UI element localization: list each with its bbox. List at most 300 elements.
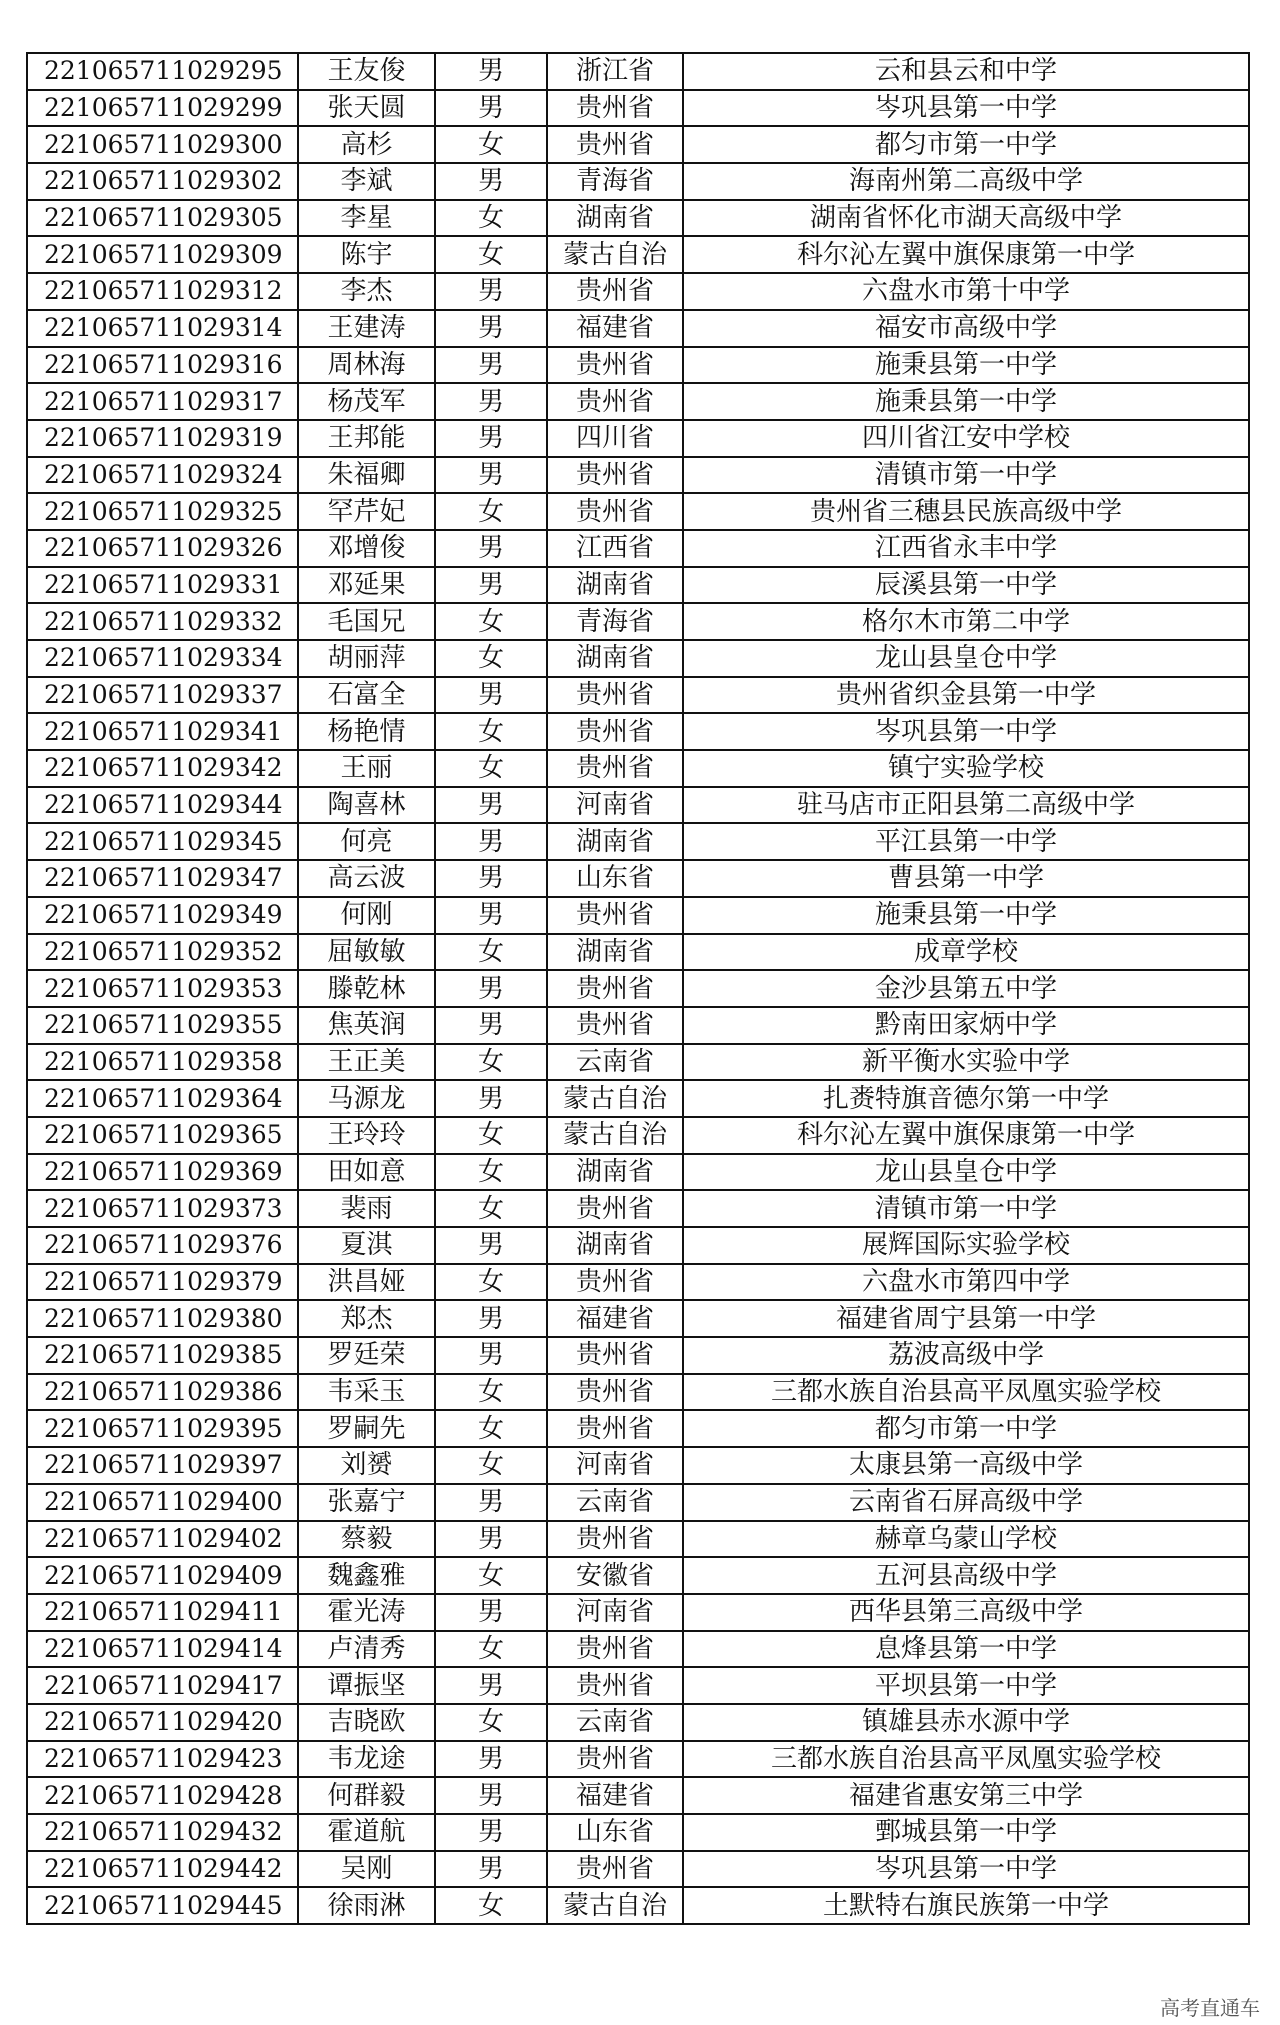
cell-school: 西华县第三高级中学 xyxy=(683,1594,1249,1631)
table-row xyxy=(27,567,1249,604)
cell-gender: 女 xyxy=(435,1557,547,1594)
cell-name: 李斌 xyxy=(298,163,435,200)
cell-exam-id: 221065711029432 xyxy=(27,1814,298,1851)
cell-exam-id: 221065711029341 xyxy=(27,713,298,750)
cell-name: 田如意 xyxy=(298,1154,435,1191)
cell-name: 王玲玲 xyxy=(298,1117,435,1154)
cell-name: 王正美 xyxy=(298,1044,435,1081)
cell-exam-id: 221065711029295 xyxy=(27,53,298,90)
cell-province: 贵州省 xyxy=(547,273,683,310)
cell-exam-id: 221065711029445 xyxy=(27,1887,298,1924)
cell-gender: 男 xyxy=(435,90,547,127)
cell-gender: 女 xyxy=(435,1044,547,1081)
cell-gender: 男 xyxy=(435,383,547,420)
cell-school: 扎赉特旗音德尔第一中学 xyxy=(683,1080,1249,1117)
cell-gender: 女 xyxy=(435,1447,547,1484)
cell-gender: 女 xyxy=(435,126,547,163)
cell-school: 驻马店市正阳县第二高级中学 xyxy=(683,787,1249,824)
cell-province: 贵州省 xyxy=(547,1741,683,1778)
cell-school: 赫章乌蒙山学校 xyxy=(683,1521,1249,1558)
cell-exam-id: 221065711029379 xyxy=(27,1264,298,1301)
table-row xyxy=(27,934,1249,971)
table-row xyxy=(27,1704,1249,1741)
cell-province: 云南省 xyxy=(547,1484,683,1521)
table-row xyxy=(27,1374,1249,1411)
cell-gender: 男 xyxy=(435,787,547,824)
cell-province: 河南省 xyxy=(547,1594,683,1631)
table-row xyxy=(27,1227,1249,1264)
cell-gender: 男 xyxy=(435,1007,547,1044)
table-row xyxy=(27,530,1249,567)
cell-school: 岑巩县第一中学 xyxy=(683,713,1249,750)
cell-exam-id: 221065711029316 xyxy=(27,347,298,384)
cell-name: 张嘉宁 xyxy=(298,1484,435,1521)
cell-province: 贵州省 xyxy=(547,1337,683,1374)
cell-province: 江西省 xyxy=(547,530,683,567)
cell-school: 湖南省怀化市湖天高级中学 xyxy=(683,200,1249,237)
cell-name: 张天圆 xyxy=(298,90,435,127)
cell-school: 五河县高级中学 xyxy=(683,1557,1249,1594)
cell-exam-id: 221065711029385 xyxy=(27,1337,298,1374)
cell-gender: 女 xyxy=(435,934,547,971)
cell-exam-id: 221065711029331 xyxy=(27,567,298,604)
cell-province: 贵州省 xyxy=(547,1264,683,1301)
cell-school: 清镇市第一中学 xyxy=(683,1190,1249,1227)
cell-name: 韦龙途 xyxy=(298,1741,435,1778)
table-row xyxy=(27,1741,1249,1778)
cell-exam-id: 221065711029334 xyxy=(27,640,298,677)
cell-exam-id: 221065711029373 xyxy=(27,1190,298,1227)
cell-school: 施秉县第一中学 xyxy=(683,347,1249,384)
table-row xyxy=(27,457,1249,494)
cell-school: 新平衡水实验中学 xyxy=(683,1044,1249,1081)
cell-province: 浙江省 xyxy=(547,53,683,90)
cell-province: 蒙古自治 xyxy=(547,1887,683,1924)
table-row xyxy=(27,493,1249,530)
cell-gender: 男 xyxy=(435,310,547,347)
cell-gender: 女 xyxy=(435,713,547,750)
cell-exam-id: 221065711029397 xyxy=(27,1447,298,1484)
cell-name: 石富全 xyxy=(298,677,435,714)
table-row xyxy=(27,126,1249,163)
cell-name: 何亮 xyxy=(298,823,435,860)
cell-gender: 女 xyxy=(435,1887,547,1924)
table-row xyxy=(27,1484,1249,1521)
cell-name: 焦英润 xyxy=(298,1007,435,1044)
cell-school: 施秉县第一中学 xyxy=(683,897,1249,934)
cell-name: 吉晓欧 xyxy=(298,1704,435,1741)
table-row xyxy=(27,1667,1249,1704)
cell-name: 王邦能 xyxy=(298,420,435,457)
cell-exam-id: 221065711029365 xyxy=(27,1117,298,1154)
cell-school: 科尔沁左翼中旗保康第一中学 xyxy=(683,1117,1249,1154)
cell-name: 杨艳情 xyxy=(298,713,435,750)
cell-exam-id: 221065711029337 xyxy=(27,677,298,714)
cell-gender: 女 xyxy=(435,1704,547,1741)
cell-name: 吴刚 xyxy=(298,1851,435,1888)
cell-school: 荔波高级中学 xyxy=(683,1337,1249,1374)
cell-exam-id: 221065711029314 xyxy=(27,310,298,347)
admission-list-table xyxy=(26,52,1250,1925)
cell-name: 霍光涛 xyxy=(298,1594,435,1631)
cell-school: 展辉国际实验学校 xyxy=(683,1227,1249,1264)
cell-province: 湖南省 xyxy=(547,567,683,604)
cell-province: 贵州省 xyxy=(547,457,683,494)
table-row xyxy=(27,1410,1249,1447)
table-row xyxy=(27,1337,1249,1374)
cell-name: 朱福卿 xyxy=(298,457,435,494)
cell-school: 云和县云和中学 xyxy=(683,53,1249,90)
cell-school: 息烽县第一中学 xyxy=(683,1631,1249,1668)
cell-province: 云南省 xyxy=(547,1044,683,1081)
table-row xyxy=(27,200,1249,237)
cell-exam-id: 221065711029302 xyxy=(27,163,298,200)
table-row xyxy=(27,787,1249,824)
cell-gender: 男 xyxy=(435,1484,547,1521)
cell-school: 都匀市第一中学 xyxy=(683,126,1249,163)
cell-gender: 男 xyxy=(435,53,547,90)
table-row xyxy=(27,713,1249,750)
cell-name: 陶喜林 xyxy=(298,787,435,824)
cell-gender: 女 xyxy=(435,1154,547,1191)
cell-name: 霍道航 xyxy=(298,1814,435,1851)
table-row xyxy=(27,1264,1249,1301)
cell-gender: 男 xyxy=(435,1814,547,1851)
cell-name: 郑杰 xyxy=(298,1300,435,1337)
cell-school: 土默特右旗民族第一中学 xyxy=(683,1887,1249,1924)
cell-name: 高云波 xyxy=(298,860,435,897)
cell-school: 平江县第一中学 xyxy=(683,823,1249,860)
watermark-text: 高考直通车 xyxy=(1160,1996,1260,2020)
cell-gender: 男 xyxy=(435,823,547,860)
cell-name: 罗廷荣 xyxy=(298,1337,435,1374)
cell-exam-id: 221065711029395 xyxy=(27,1410,298,1447)
cell-gender: 男 xyxy=(435,1300,547,1337)
cell-exam-id: 221065711029300 xyxy=(27,126,298,163)
cell-exam-id: 221065711029353 xyxy=(27,970,298,1007)
table-row xyxy=(27,1447,1249,1484)
cell-school: 平坝县第一中学 xyxy=(683,1667,1249,1704)
cell-exam-id: 221065711029409 xyxy=(27,1557,298,1594)
cell-gender: 男 xyxy=(435,1594,547,1631)
cell-name: 何刚 xyxy=(298,897,435,934)
table-row xyxy=(27,1007,1249,1044)
cell-name: 谭振坚 xyxy=(298,1667,435,1704)
cell-name: 毛国兄 xyxy=(298,603,435,640)
cell-exam-id: 221065711029420 xyxy=(27,1704,298,1741)
table-row xyxy=(27,1557,1249,1594)
table-row xyxy=(27,677,1249,714)
cell-gender: 女 xyxy=(435,236,547,273)
cell-exam-id: 221065711029332 xyxy=(27,603,298,640)
cell-exam-id: 221065711029358 xyxy=(27,1044,298,1081)
cell-name: 洪昌娅 xyxy=(298,1264,435,1301)
cell-name: 卢清秀 xyxy=(298,1631,435,1668)
cell-gender: 男 xyxy=(435,163,547,200)
cell-school: 施秉县第一中学 xyxy=(683,383,1249,420)
cell-gender: 男 xyxy=(435,1337,547,1374)
cell-province: 青海省 xyxy=(547,603,683,640)
cell-exam-id: 221065711029386 xyxy=(27,1374,298,1411)
table-row xyxy=(27,420,1249,457)
cell-province: 贵州省 xyxy=(547,1631,683,1668)
cell-school: 龙山县皇仓中学 xyxy=(683,640,1249,677)
table-row xyxy=(27,347,1249,384)
cell-province: 湖南省 xyxy=(547,1154,683,1191)
cell-gender: 男 xyxy=(435,677,547,714)
table-row xyxy=(27,236,1249,273)
cell-name: 罕芹妃 xyxy=(298,493,435,530)
table-row xyxy=(27,1851,1249,1888)
table-row xyxy=(27,1300,1249,1337)
cell-exam-id: 221065711029344 xyxy=(27,787,298,824)
cell-exam-id: 221065711029326 xyxy=(27,530,298,567)
cell-exam-id: 221065711029417 xyxy=(27,1667,298,1704)
table-row xyxy=(27,1117,1249,1154)
cell-province: 云南省 xyxy=(547,1704,683,1741)
cell-gender: 女 xyxy=(435,603,547,640)
cell-school: 黔南田家炳中学 xyxy=(683,1007,1249,1044)
cell-school: 六盘水市第十中学 xyxy=(683,273,1249,310)
table-row xyxy=(27,970,1249,1007)
cell-name: 陈宇 xyxy=(298,236,435,273)
cell-province: 山东省 xyxy=(547,860,683,897)
cell-province: 青海省 xyxy=(547,163,683,200)
cell-province: 福建省 xyxy=(547,310,683,347)
cell-province: 贵州省 xyxy=(547,677,683,714)
cell-name: 滕乾林 xyxy=(298,970,435,1007)
cell-gender: 男 xyxy=(435,567,547,604)
cell-province: 贵州省 xyxy=(547,1851,683,1888)
cell-exam-id: 221065711029312 xyxy=(27,273,298,310)
cell-name: 何群毅 xyxy=(298,1777,435,1814)
cell-exam-id: 221065711029305 xyxy=(27,200,298,237)
cell-province: 蒙古自治 xyxy=(547,1117,683,1154)
cell-name: 邓延果 xyxy=(298,567,435,604)
cell-school: 曹县第一中学 xyxy=(683,860,1249,897)
table-row xyxy=(27,53,1249,90)
cell-school: 金沙县第五中学 xyxy=(683,970,1249,1007)
cell-gender: 男 xyxy=(435,860,547,897)
cell-exam-id: 221065711029414 xyxy=(27,1631,298,1668)
cell-exam-id: 221065711029442 xyxy=(27,1851,298,1888)
table-row xyxy=(27,383,1249,420)
table-row xyxy=(27,823,1249,860)
table-row xyxy=(27,640,1249,677)
cell-name: 刘赟 xyxy=(298,1447,435,1484)
cell-school: 都匀市第一中学 xyxy=(683,1410,1249,1447)
table-row xyxy=(27,1777,1249,1814)
cell-exam-id: 221065711029364 xyxy=(27,1080,298,1117)
cell-province: 湖南省 xyxy=(547,934,683,971)
cell-gender: 男 xyxy=(435,1851,547,1888)
cell-province: 贵州省 xyxy=(547,347,683,384)
cell-province: 贵州省 xyxy=(547,1007,683,1044)
cell-gender: 女 xyxy=(435,1264,547,1301)
cell-province: 贵州省 xyxy=(547,1190,683,1227)
cell-exam-id: 221065711029309 xyxy=(27,236,298,273)
table-row xyxy=(27,1887,1249,1924)
cell-school: 鄄城县第一中学 xyxy=(683,1814,1249,1851)
cell-school: 镇宁实验学校 xyxy=(683,750,1249,787)
cell-name: 李杰 xyxy=(298,273,435,310)
cell-school: 成章学校 xyxy=(683,934,1249,971)
table-row xyxy=(27,310,1249,347)
cell-exam-id: 221065711029349 xyxy=(27,897,298,934)
cell-gender: 男 xyxy=(435,420,547,457)
cell-province: 贵州省 xyxy=(547,750,683,787)
table-row xyxy=(27,1521,1249,1558)
table-row xyxy=(27,860,1249,897)
cell-gender: 女 xyxy=(435,493,547,530)
cell-name: 胡丽萍 xyxy=(298,640,435,677)
table-row xyxy=(27,1154,1249,1191)
table-row xyxy=(27,1631,1249,1668)
cell-province: 贵州省 xyxy=(547,1521,683,1558)
cell-province: 蒙古自治 xyxy=(547,236,683,273)
table-row xyxy=(27,1594,1249,1631)
table-row xyxy=(27,1080,1249,1117)
cell-school: 辰溪县第一中学 xyxy=(683,567,1249,604)
cell-name: 徐雨淋 xyxy=(298,1887,435,1924)
table-row xyxy=(27,90,1249,127)
cell-province: 四川省 xyxy=(547,420,683,457)
cell-exam-id: 221065711029352 xyxy=(27,934,298,971)
cell-name: 王友俊 xyxy=(298,53,435,90)
cell-province: 河南省 xyxy=(547,787,683,824)
cell-province: 贵州省 xyxy=(547,1410,683,1447)
cell-school: 科尔沁左翼中旗保康第一中学 xyxy=(683,236,1249,273)
cell-school: 格尔木市第二中学 xyxy=(683,603,1249,640)
cell-exam-id: 221065711029347 xyxy=(27,860,298,897)
cell-exam-id: 221065711029324 xyxy=(27,457,298,494)
cell-province: 贵州省 xyxy=(547,970,683,1007)
cell-name: 王丽 xyxy=(298,750,435,787)
cell-province: 贵州省 xyxy=(547,1667,683,1704)
cell-school: 龙山县皇仓中学 xyxy=(683,1154,1249,1191)
cell-name: 蔡毅 xyxy=(298,1521,435,1558)
cell-school: 福建省惠安第三中学 xyxy=(683,1777,1249,1814)
cell-school: 三都水族自治县高平凤凰实验学校 xyxy=(683,1374,1249,1411)
cell-gender: 男 xyxy=(435,457,547,494)
cell-province: 湖南省 xyxy=(547,640,683,677)
cell-province: 蒙古自治 xyxy=(547,1080,683,1117)
cell-school: 太康县第一高级中学 xyxy=(683,1447,1249,1484)
cell-province: 贵州省 xyxy=(547,493,683,530)
cell-province: 福建省 xyxy=(547,1300,683,1337)
cell-school: 云南省石屏高级中学 xyxy=(683,1484,1249,1521)
cell-gender: 男 xyxy=(435,1080,547,1117)
table-row xyxy=(27,750,1249,787)
cell-name: 王建涛 xyxy=(298,310,435,347)
table-row xyxy=(27,603,1249,640)
cell-exam-id: 221065711029345 xyxy=(27,823,298,860)
cell-province: 河南省 xyxy=(547,1447,683,1484)
cell-province: 山东省 xyxy=(547,1814,683,1851)
cell-school: 四川省江安中学校 xyxy=(683,420,1249,457)
cell-gender: 男 xyxy=(435,1777,547,1814)
cell-name: 罗嗣先 xyxy=(298,1410,435,1447)
cell-gender: 男 xyxy=(435,273,547,310)
cell-school: 清镇市第一中学 xyxy=(683,457,1249,494)
cell-exam-id: 221065711029342 xyxy=(27,750,298,787)
cell-exam-id: 221065711029402 xyxy=(27,1521,298,1558)
cell-gender: 女 xyxy=(435,1117,547,1154)
cell-name: 裴雨 xyxy=(298,1190,435,1227)
cell-gender: 男 xyxy=(435,347,547,384)
cell-name: 韦采玉 xyxy=(298,1374,435,1411)
cell-school: 岑巩县第一中学 xyxy=(683,1851,1249,1888)
cell-exam-id: 221065711029376 xyxy=(27,1227,298,1264)
cell-gender: 女 xyxy=(435,1190,547,1227)
cell-province: 湖南省 xyxy=(547,823,683,860)
cell-school: 福安市高级中学 xyxy=(683,310,1249,347)
table-row xyxy=(27,1190,1249,1227)
cell-gender: 男 xyxy=(435,1741,547,1778)
cell-exam-id: 221065711029299 xyxy=(27,90,298,127)
cell-school: 六盘水市第四中学 xyxy=(683,1264,1249,1301)
table-row xyxy=(27,1044,1249,1081)
cell-province: 福建省 xyxy=(547,1777,683,1814)
cell-province: 贵州省 xyxy=(547,126,683,163)
cell-exam-id: 221065711029411 xyxy=(27,1594,298,1631)
cell-province: 湖南省 xyxy=(547,1227,683,1264)
cell-gender: 女 xyxy=(435,200,547,237)
cell-gender: 女 xyxy=(435,1374,547,1411)
cell-province: 贵州省 xyxy=(547,383,683,420)
table-row xyxy=(27,163,1249,200)
cell-province: 贵州省 xyxy=(547,90,683,127)
cell-province: 贵州省 xyxy=(547,713,683,750)
cell-name: 高杉 xyxy=(298,126,435,163)
table-row xyxy=(27,897,1249,934)
cell-school: 三都水族自治县高平凤凰实验学校 xyxy=(683,1741,1249,1778)
cell-school: 海南州第二高级中学 xyxy=(683,163,1249,200)
cell-name: 夏淇 xyxy=(298,1227,435,1264)
table-body xyxy=(27,53,1249,1924)
cell-gender: 男 xyxy=(435,897,547,934)
cell-school: 镇雄县赤水源中学 xyxy=(683,1704,1249,1741)
cell-gender: 女 xyxy=(435,1410,547,1447)
cell-gender: 男 xyxy=(435,1667,547,1704)
cell-exam-id: 221065711029325 xyxy=(27,493,298,530)
cell-province: 安徽省 xyxy=(547,1557,683,1594)
cell-province: 贵州省 xyxy=(547,897,683,934)
cell-exam-id: 221065711029369 xyxy=(27,1154,298,1191)
table-row xyxy=(27,273,1249,310)
cell-gender: 女 xyxy=(435,750,547,787)
cell-school: 贵州省织金县第一中学 xyxy=(683,677,1249,714)
cell-name: 周林海 xyxy=(298,347,435,384)
cell-gender: 男 xyxy=(435,970,547,1007)
cell-school: 福建省周宁县第一中学 xyxy=(683,1300,1249,1337)
cell-gender: 女 xyxy=(435,640,547,677)
cell-exam-id: 221065711029355 xyxy=(27,1007,298,1044)
table-row xyxy=(27,1814,1249,1851)
cell-exam-id: 221065711029428 xyxy=(27,1777,298,1814)
cell-school: 岑巩县第一中学 xyxy=(683,90,1249,127)
cell-province: 贵州省 xyxy=(547,1374,683,1411)
cell-name: 魏鑫雅 xyxy=(298,1557,435,1594)
cell-school: 贵州省三穗县民族高级中学 xyxy=(683,493,1249,530)
cell-name: 李星 xyxy=(298,200,435,237)
cell-gender: 男 xyxy=(435,1227,547,1264)
cell-name: 屈敏敏 xyxy=(298,934,435,971)
cell-name: 邓增俊 xyxy=(298,530,435,567)
cell-gender: 男 xyxy=(435,1521,547,1558)
cell-name: 马源龙 xyxy=(298,1080,435,1117)
cell-exam-id: 221065711029423 xyxy=(27,1741,298,1778)
